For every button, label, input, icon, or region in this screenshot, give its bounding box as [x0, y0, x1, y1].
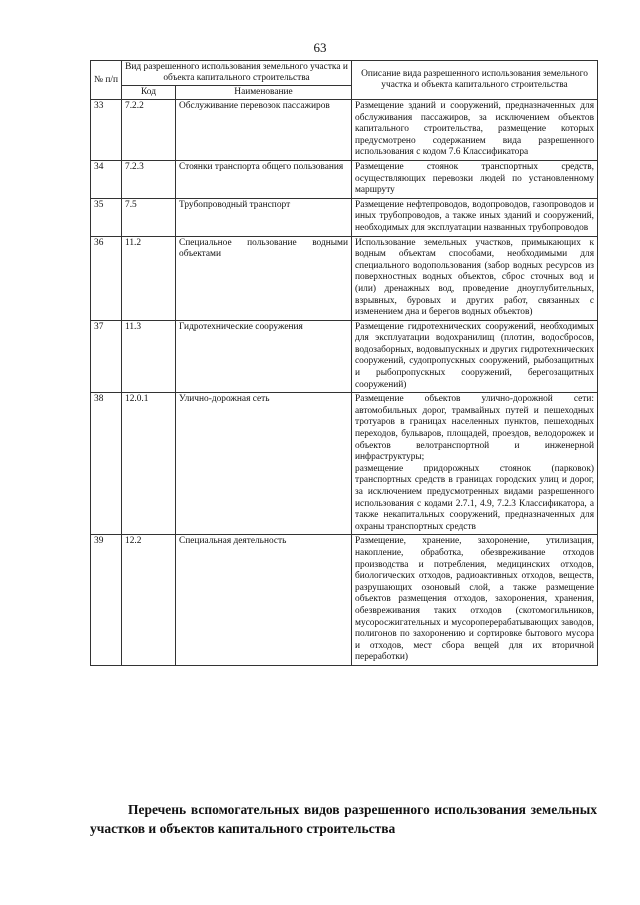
row-name: Стоянки транспорта общего пользования [176, 160, 352, 198]
table-row [91, 535, 598, 666]
row-description: Размещение нефтепроводов, водопроводов, газопроводов и иных трубопроводов, а также иных зданий и сооружений, необходимых для эксплуатации названных трубопроводов [352, 198, 598, 236]
row-code: 7.2.2 [122, 100, 176, 161]
row-num: 34 [91, 160, 122, 198]
row-description: Размещение зданий и сооружений, предназначенных для обслуживания пассажиров, за исключением объектов капитального строительства, размещение которых предусмотрено содержанием вида разрешенного использования с кодом 7.6 Классификатора [352, 100, 598, 161]
table-row [91, 393, 598, 535]
row-name: Трубопроводный транспорт [176, 198, 352, 236]
row-num: 36 [91, 236, 122, 320]
header-name: Наименование [176, 86, 352, 100]
row-code: 12.2 [122, 535, 176, 666]
row-description: Размещение, хранение, захоронение, утилизация, накопление, обработка, обезвреживание отходов производства и потребления, медицинских отходов, биологических отходов, радиоактивных отходов, веществ, разрушающих озоновый слой, а также размещение объектов размещения отходов, захоронения, хранения, обезвреживания таких отходов (скотомогильников, мусоросжигательных и мусороперерабатывающих заводов, полигонов по захоронению и сортировке бытового мусора и отходов, мест сбора вещей для их вторичной переработки) [352, 535, 598, 666]
page-number: 63 [313, 40, 327, 55]
table-row [91, 236, 598, 320]
row-name: Специальная деятельность [176, 535, 352, 666]
row-name: Специальное пользование водными объектами [176, 236, 352, 320]
header-code: Код [122, 86, 176, 100]
row-num: 33 [91, 100, 122, 161]
row-code: 11.2 [122, 236, 176, 320]
table-header-row [91, 61, 598, 86]
land-use-table [90, 60, 598, 666]
section-heading: Перечень вспомогательных видов разрешенного использования земельных участков и объектов капитального строительства [90, 802, 597, 836]
row-description: Использование земельных участков, примыкающих к водным объектам способами, необходимыми для специального водопользования (забор водных ресурсов из поверхностных водных объектов, сброс сточных вод и (или) дренажных вод, проведение дноуглубительных, взрывных, буровых и других работ, связанных с изменением дна и берегов водных объектов) [352, 236, 598, 320]
row-num: 38 [91, 393, 122, 535]
header-type-group: Вид разрешенного использования земельного участка и объекта капитального строительства [122, 61, 352, 86]
row-description: Размещение стоянок транспортных средств, осуществляющих перевозки людей по установленному маршруту [352, 160, 598, 198]
row-name: Обслуживание перевозок пассажиров [176, 100, 352, 161]
row-description: Размещение гидротехнических сооружений, необходимых для эксплуатации водохранилищ (плотин, водосбросов, водозаборных, водовыпускных и других гидротехнических сооружений, судопропускных сооружений, рыбозащитных и рыбопропускных сооружений, берегозащитных сооружений) [352, 320, 598, 393]
row-code: 12.0.1 [122, 393, 176, 535]
header-description: Описание вида разрешенного использования земельного участка и объекта капитального строительства [352, 61, 598, 100]
header-num: № п/п [91, 61, 122, 100]
row-code: 11.3 [122, 320, 176, 393]
row-description-part-1: Размещение объектов улично-дорожной сети: автомобильных дорог, трамвайных путей и пешеходных тротуаров в границах населенных пунктов, пешеходных переходов, бульваров, площадей, проездов, велодорожек и объектов велотранспортной и инженерной инфраструктуры; [355, 394, 595, 463]
row-num: 39 [91, 535, 122, 666]
row-description [352, 393, 598, 535]
row-num: 35 [91, 198, 122, 236]
row-description-part-2: размещение придорожных стоянок (парковок) транспортных средств в границах городских улиц и дорог, за исключением предусмотренных видами разрешенного использования с кодами 2.7.1, 4.9, 7.2.3 Классификатора, а также некапитальных сооружений, предназначенных для охраны транспортных средств [355, 463, 595, 532]
row-code: 7.5 [122, 198, 176, 236]
row-name: Гидротехнические сооружения [176, 320, 352, 393]
row-num: 37 [91, 320, 122, 393]
table-row [91, 198, 598, 236]
table-row [91, 320, 598, 393]
row-name: Улично-дорожная сеть [176, 393, 352, 535]
row-code: 7.2.3 [122, 160, 176, 198]
table-row [91, 160, 598, 198]
table-row [91, 100, 598, 161]
